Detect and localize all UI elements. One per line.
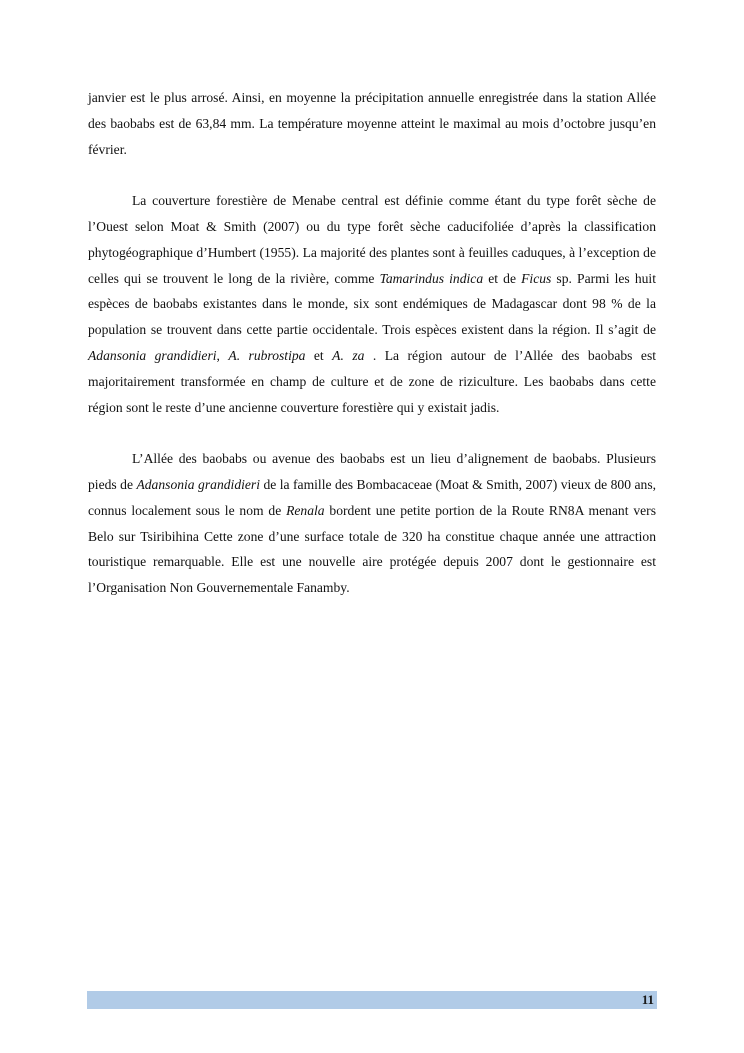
species-name: Adansonia grandidieri (136, 476, 260, 492)
text-segment: de la famille des Bombacaceae (Moat & Smith, 2007) vieux de 800 ans, connus localement sous le nom de (88, 476, 657, 518)
page-body (88, 85, 656, 601)
text-segment: et de (483, 270, 522, 286)
local-name: Renala (286, 502, 325, 518)
text-segment: et (305, 347, 333, 363)
species-name: A. rubrostipa (228, 347, 306, 363)
text-segment: sp. Parmi les huit espèces de baobabs existantes dans le monde, six sont endémiques de Madagascar dont 98 % de la population se trouvent dans cette partie occidentale. Trois espèces existent dans la région. Il s’agit de (88, 270, 656, 338)
paragraph-climate (88, 85, 656, 162)
paragraph-allee-des-baobabs (88, 446, 656, 601)
species-name: Adansonia grandidieri (88, 347, 217, 363)
text-segment: , (216, 347, 229, 363)
genus-name: Ficus (521, 270, 552, 286)
footer-bar (87, 991, 657, 1009)
text-segment: . La région autour de l’Allée des baobabs est majoritairement transformée en champ de culture et de zone de riziculture. Les baobabs dans cette région sont le reste d’une ancienne couverture forestière qui y existait jadis. (88, 347, 657, 415)
page-number: 11 (641, 992, 654, 1007)
paragraph-forest-cover (88, 188, 656, 420)
species-name: Tamarindus indica (379, 270, 484, 286)
text-segment: bordent une petite portion de la Route RN8A menant vers Belo sur Tsiribihina Cette zone d’une surface totale de 320 ha constitue chaque année une attraction touristique remarquable. Elle est une nouvelle aire protégée depuis 2007 dont le gestionnaire est l’Organisation Non Gouvernementale Fanamby. (88, 502, 656, 596)
text-segment: janvier est le plus arrosé. Ainsi, en moyenne la précipitation annuelle enregistrée dans la station Allée des baobabs est de 63,84 mm. La température moyenne atteint le maximal au mois d’octobre jusqu’en février. (88, 90, 656, 157)
text-segment: La couverture forestière de Menabe central est définie comme étant du type forêt sèche de l’Ouest selon Moat & Smith (2007) ou du type forêt sèche caducifoliée d’après la classification phytogéographique d’Humbert (1955). La majorité des plantes sont à feuilles caduques, à l’exception de celles qui se trouvent le long de la rivière, comme (88, 193, 656, 286)
species-name: A. za (332, 347, 365, 363)
text-segment: L’Allée des baobabs ou avenue des baobabs est un lieu d’alignement de baobabs. Plusieurs pieds de (88, 451, 656, 492)
